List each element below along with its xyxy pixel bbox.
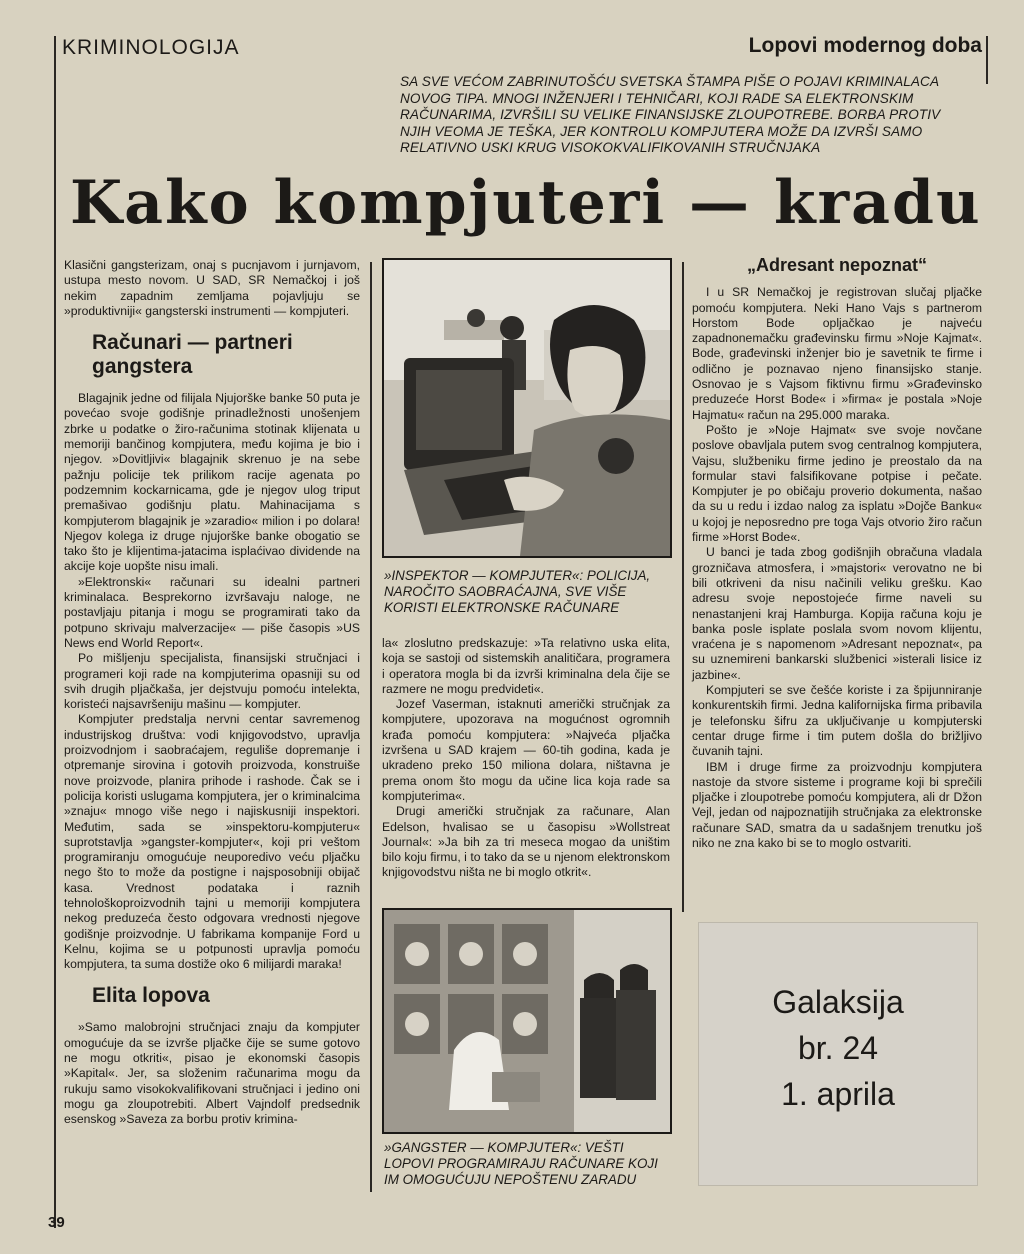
column-rule-1 (370, 262, 372, 1192)
article-headline: Kako kompjuteri — kradu (70, 168, 982, 238)
ad-issue: br. 24 (797, 1030, 879, 1066)
body-paragraph: Po mišljenju specijalista, finansijski stručnjaci i programeri koji rade na kompjuterima opasniji su od svih drugih pljačkaša, jer dejstvuju pomoću intelekta, koristeći najsavršeniju mašinu — kompjuter. (64, 651, 360, 712)
ad-date: 1. aprila (781, 1076, 895, 1112)
body-paragraph: Drugi američki stručnjak za računare, Alan Edelson, hvalisao se u časopisu »Wollstreat Journal«: »Ja bih za tri meseca mogao da uništim bilo koju firmu, i to tako da se u njenom elektronskom knjigovodstvu ništa ne bi moglo otkrit«. (382, 804, 670, 880)
gangster-computer-illustration (384, 910, 670, 1132)
body-paragraph: »Samo malobrojni stručnjaci znaju da kompjuter omogućuje da se izvrše pljačke čije se sume gotovo ne mogu otkriti«, pisao je ekonomski časopis »Kapital«. Jer, sa složenim računarima mogu da rukuju samo visokokvalifikovani stručnjaci i jedino oni mogu ga zloupotrebiti. Albert Vajndolf predsednik esenskog »Saveza za borbu protiv krimina- (64, 1020, 360, 1127)
body-paragraph: Kompjuteri se sve češće koriste i za špijunniranje konkurentskih firmi. Jedna kalifornijska firma pribavila je telefonsku šifru za uključivanje u kompjuterski centar druge firme i tim putem došla do brižljivo čuvanih tajni. (692, 683, 982, 759)
body-paragraph: I u SR Nemačkoj je registrovan slučaj pljačke pomoću kompjutera. Neki Hano Vajs s partnerom Horstom Bode opljačkao je najveću zapadnonemačku građevinsku firmu »Noje Kajmat«. Bode, građevinski inženjer bio je savetnik te firme i odlično je poznavao njeno finansijsko stanje. Osnovao je s Vajsom fiktivnu firmu »Građevinsko preduzeće Horst Bode« i »firma« je postala »Noje Hajmatu« račun na 295.000 maraka. (692, 285, 982, 422)
body-paragraph: Kompjuter predstalja nervni centar savremenog industrijskog društva: vodi knjigovodstvo, upravlja proizvodnjom i saobraćajem, reguliše dopremanje i otpremanje sirovina i gotovih proizvoda, konstruiše nove proizvode, planira prihode i rashode. Čak se i policija koristi uslugama kompjutera, jer o kriminalcima »znaju« mnogo više nego i najiskusniji inspektori. Međutim, sada se »inspektoru-kompjuteru« suprotstavlja »gangster-kompjuter«, koji pri veštom programiranju omogućuje neuporedivo veću pljačku nego što to može da postigne i najsposobniji obijač kasa. Vrednost podataka i raznih tehnološkoproizvodnih tajni u memoriji kompjutera nekog preduzeća često odgovara vrednosti njegove godišnje proizvodnje. U fabrikama kompanije Ford u Kelnu, kojima se u potpunosti upravlja pomoću kompjutera, ta suma dostiže oko 6 milijardi maraka! (64, 712, 360, 972)
photo-gangster-computer (382, 908, 672, 1134)
body-paragraph: Jozef Vaserman, istaknuti američki stručnjak za kompjutere, upozorava na mogućnost ogromnih krađa pomoću kompjutera: »Najveća pljačka izvršena u SAD krajem — 60-tih godina, kada je ukradeno preko 150 miliona dolara, ništavna je prema onom što mogu da učine lica koja rade sa kompjuterima«. (382, 697, 670, 803)
page-number: 39 (48, 1214, 65, 1231)
body-paragraph: la« zloslutno predskazuje: »Ta relativno uska elita, koja se sastoji od sistemskih analitičara, programera i operatora mogla bi da izvrši kriminalna dela čije se razmere ne mogu predvideti«. (382, 636, 670, 696)
intro-paragraph: Klasični gangsterizam, onaj s pucnjavom i jurnjavom, ustupa mesto novom. U SAD, SR Nemačkoj i još nekim zapadnim zemljama pojavljuju se »produktivniji« gangsterski instrumenti — kompjuteri. (64, 258, 360, 318)
section-label: KRIMINOLOGIJA (62, 36, 240, 59)
subhead-partners: Računari — partneri gangstera (92, 331, 293, 379)
computer-operator-illustration (384, 260, 670, 556)
body-paragraph: U banci je tada zbog godišnjih obračuna vladala grozničava atmosfera, i »majstori« verovatno ne bi bili otkriveni da nisu načinili veliku grešku. Kao adresu svoje nepostojeće firme naveli su nenastanjeni kraj Hamburga. Kopija računa koju je banka posle isplate poslala svom novom klijentu, vraćena je s napomenom »Adresant nepoznat«, pa su uznemireni bankarski službenici »isterali lisice iz jazbine«. (692, 545, 982, 682)
photo-computer-operator (382, 258, 672, 558)
subhead-elite: Elita lopova (92, 984, 210, 1008)
column-right (692, 255, 982, 851)
body-paragraph: »Elektronski« računari su idealni partneri kriminalaca. Besprekorno izvršavaju naloge, ne postavljaju pitanja i mogu se programirati tako da potpuno skrivaju malverzacije« — piše časopis »US News end World Report«. (64, 574, 360, 650)
column-left (64, 258, 360, 1128)
right-border-rule (986, 36, 988, 84)
left-border-rule (54, 36, 56, 1228)
column-middle (382, 636, 670, 881)
body-paragraph: Blagajnik jedne od filijala Njujorške banke 50 puta je povećao svoje godišnje prinadležnosti unošenjem zbrke u podatke o žiro-računima stotinak klijenata u memoriji bančinog kompjutera, među kojima je bio i njegov. »Dovitljivi« blagajnik skrenuo je na sebe pažnju policije tek prilikom racije agenata po podzemnim kockarnicama, gde je njegov ulog triput premašivao godišnju platu. Mahinacijama s kompjuterom blagajnik je »zaradio« milion i po dolara! Njegov kolega iz druge njujorške banke obogatio se tako što je klijentima-jatacima isplaćivao dividende na akcije koje uopšte nisu imali. (64, 391, 360, 574)
photo-caption-inspector: »INSPEKTOR — KOMPJUTER«: POLICIJA, NAROČITO SAOBRAĆAJNA, SVE VIŠE KORISTI ELEKTRONSKE RAČUNARE (384, 568, 651, 615)
subhead-addressee-unknown: „Adresant nepoznat“ (746, 255, 928, 275)
body-paragraph: IBM i druge firme za proizvodnju kompjutera nastoje da stvore sisteme i programe koji bi sprečili pljačke i zloupotrebe pomoću kompjutera, ali dr Džon Vejl, jedan od najpoznatijih stručnjaka za elektronske računare SAD, smatra da u sadašnjem trenutku još niko ne zna kako bi se to moglo ostvariti. (692, 759, 982, 850)
body-paragraph: Pošto je »Noje Hajmat« sve svoje novčane poslove obavljala putem svog centralnog kompjutera, Vajsu, službeniku firme jedino je preostalo da na formular stavi falsifikovane potpise i pečate. Kompjuter je po običaju proverio dokumenta, našao da su u redu i izdao nalog za isplatu »Dojče Banku« u kojoj je neposredno pre toga Vajs otvorio žiro račun firme »Horst Bode«. (692, 422, 982, 545)
ad-title: Galaksija (772, 984, 904, 1020)
column-rule-2 (682, 262, 684, 912)
series-title: Lopovi modernog doba (748, 34, 982, 57)
galaksija-ad (698, 922, 978, 1186)
article-deck: SA SVE VEĆOM ZABRINUTOŠĆU SVETSKA ŠTAMPA PIŠE O POJAVI KRIMINALACA NOVOG TIPA. MNOGI INŽENJERI I TEHNIČARI, KOJI RADE SA ELEKTRONSKIM RAČUNARIMA, IZVRŠILI SU VELIKE FINANSIJSKE ZLOUPOTREBE. BORBA PROTIV NJIH VEOMA JE TEŠKA, JER KONTROLU KOMPJUTERA MOŽE DA IZVRŠI SAMO RELATIVNO USKI KRUG VISOKOKVALIFIKOVANIH STRUČNJAKA (400, 74, 941, 156)
photo-caption-gangster: »GANGSTER — KOMPJUTER«: VEŠTI LOPOVI PROGRAMIRAJU RAČUNARE KOJI IM OMOGUĆUJU NEPOŠTENU ZARADU (384, 1140, 658, 1187)
